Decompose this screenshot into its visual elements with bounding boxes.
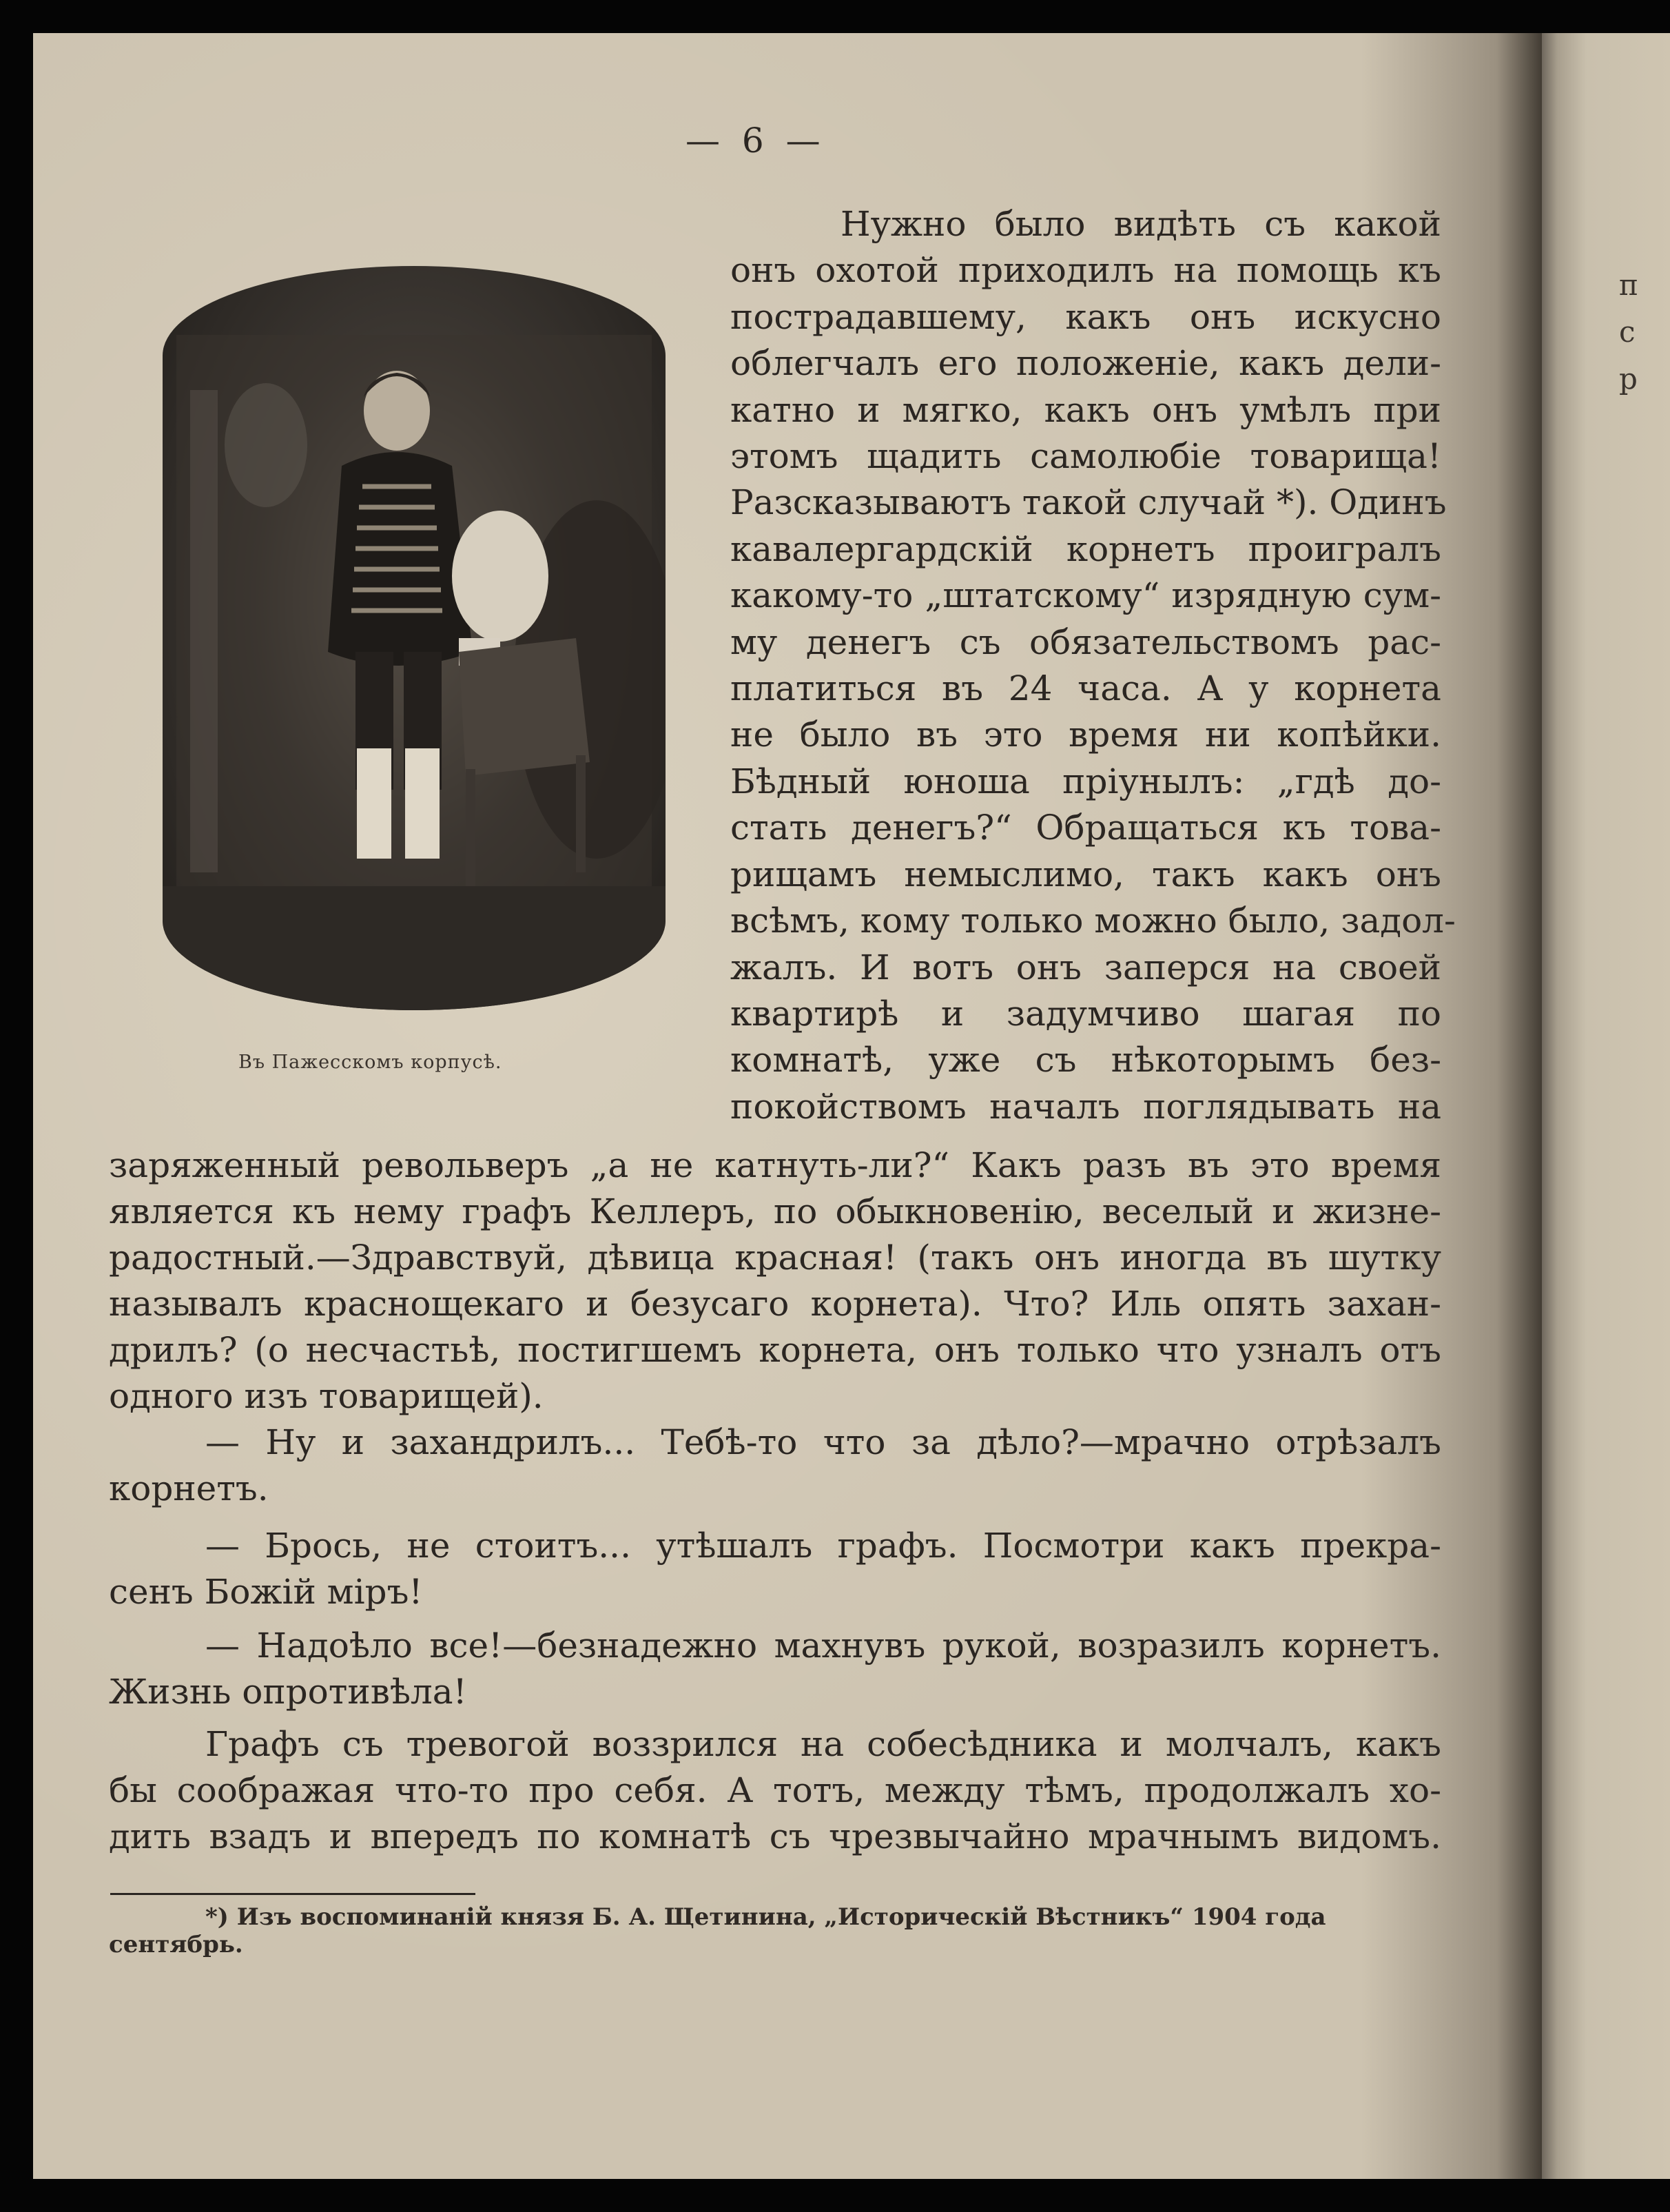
text-line: корнетъ. — [109, 1468, 269, 1508]
column-line: всѣмъ, кому только можно было, задол- — [730, 901, 1456, 941]
text-line: — Брось, не стоитъ... утѣшалъ графъ. Посмотри какъ прекра- — [205, 1526, 1441, 1566]
footnote-divider — [110, 1893, 475, 1895]
text-line: дить взадъ и впередъ по комнатѣ съ чрезвычайно мрачнымъ видомъ. — [109, 1816, 1441, 1856]
column-line: му денегъ съ обязательствомъ рас- — [730, 622, 1441, 662]
portrait-photo — [163, 266, 666, 1010]
text-line: Жизнь опротивѣла! — [109, 1672, 467, 1712]
text-line: дрилъ? (о несчастьѣ, постигшемъ корнета, онъ только что узналъ отъ — [109, 1330, 1441, 1370]
column-line: платиться въ 24 часа. А у корнета — [730, 668, 1441, 709]
footnote — [109, 1903, 1441, 1958]
column-line: не было въ это время ни копѣйки. — [730, 715, 1441, 755]
paragraph-2 — [109, 1721, 1441, 1860]
dialog-3 — [109, 1623, 1441, 1715]
column-line: комнатѣ, уже съ нѣкоторымъ без- — [730, 1040, 1441, 1081]
column-line: покойствомъ началъ поглядывать на — [730, 1086, 1441, 1127]
column-line: Бѣдный юноша пріунылъ: „гдѣ до- — [730, 761, 1441, 801]
column-line: жалъ. И вотъ онъ заперся на своей — [730, 947, 1441, 987]
column-line: рищамъ немыслимо, такъ какъ онъ — [730, 854, 1441, 894]
column-line: пострадавшему, какъ онъ искусно — [730, 296, 1441, 337]
column-line: какому-то „штатскому“ изрядную сум- — [730, 575, 1441, 616]
fragment-3: р — [1619, 362, 1638, 396]
dialog-2 — [109, 1523, 1441, 1615]
footnote-line: сентябрь. — [109, 1931, 243, 1958]
text-line: — Надоѣло все!—безнадежно махнувъ рукой, возразилъ корнетъ. — [205, 1626, 1441, 1666]
text-line: радостный.—Здравствуй, дѣвица красная! (такъ онъ иногда въ шутку — [109, 1238, 1441, 1278]
column-line: квартирѣ и задумчиво шагая по — [730, 993, 1441, 1034]
dialog-1 — [109, 1420, 1441, 1512]
text-line: является къ нему графъ Келлеръ, по обыкновенію, веселый и жизне- — [109, 1191, 1441, 1231]
text-line: Графъ съ тревогой воззрился на собесѣдника и молчалъ, какъ — [205, 1724, 1441, 1764]
text-line: заряженный револьверъ „а не катнуть-ли?“ Какъ разъ въ это время — [109, 1145, 1441, 1185]
text-line: бы соображая что-то про себя. А тотъ, между тѣмъ, продолжалъ хо- — [109, 1770, 1441, 1810]
fragment-1: п — [1619, 268, 1638, 302]
page-number: — 6 — — [685, 121, 826, 161]
column-line: Нужно было видѣть съ какой — [841, 204, 1441, 244]
right-page-fragments — [1619, 262, 1638, 402]
column-line: Разсказываютъ такой случай *). Одинъ — [730, 482, 1447, 523]
text-line: называлъ краснощекаго и безусаго корнета). Что? Иль опять захан- — [109, 1284, 1441, 1324]
text-line: сенъ Божій міръ! — [109, 1572, 423, 1612]
portrait-illustration — [163, 266, 666, 1010]
column-text — [730, 201, 1456, 1130]
text-line: одного изъ товарищей). — [109, 1376, 544, 1416]
column-line: стать денегъ?“ Обращаться къ това- — [730, 808, 1441, 848]
fragment-2: с — [1619, 315, 1636, 349]
paragraph-continuation — [109, 1143, 1441, 1420]
photo-caption: Въ Пажесскомъ корпусѣ. — [238, 1052, 502, 1073]
column-line: этомъ щадить самолюбіе товарища! — [730, 436, 1441, 477]
text-line: — Ну и захандрилъ... Тебѣ-то что за дѣло?—мрачно отрѣзалъ — [205, 1422, 1441, 1462]
column-line: кавалергардскій корнетъ проигралъ — [730, 529, 1441, 569]
column-line: онъ охотой приходилъ на помощь къ — [730, 250, 1441, 291]
right-page-edge — [1542, 33, 1670, 2179]
footnote-line: *) Изъ воспоминаній князя Б. А. Щетинина, „Историческій Вѣстникъ“ 1904 года — [205, 1903, 1326, 1931]
column-line: катно и мягко, какъ онъ умѣлъ при — [730, 389, 1441, 430]
column-line: облегчалъ его положеніе, какъ дели- — [730, 343, 1441, 384]
